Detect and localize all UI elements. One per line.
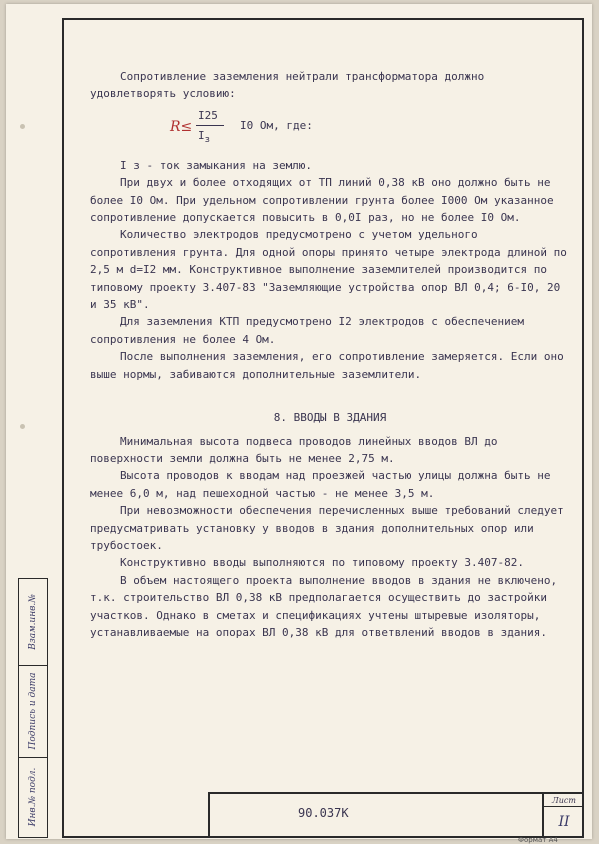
punch-hole: [20, 424, 25, 429]
paragraph: Количество электродов предусмотрено с учетом удельного сопротивления грунта. Для одной опоры принято четыре электрода длиной по 2,5 м d=I2 мм. Конструктивное выполнение заземлителей производится по типовому проекту 3.407-83 "Заземляющие устройства опор ВЛ 0,4; 6-I0, 20 и 35 кВ".: [90, 228, 567, 312]
paragraph: После выполнения заземления, его сопротивление замеряется. Если оно выше нормы, забиваются дополнительные заземлители.: [90, 350, 564, 381]
paragraph: При двух и более отходящих от ТП линий 0,38 кВ оно должно быть не более I0 Ом. При удельном сопротивлении грунта более I000 Ом указанное сопротивление допускается повысить в 0,0I раз, но не более I0 Ом.: [90, 176, 554, 225]
section-heading: 8. ВВОДЫ В ЗДАНИЯ: [273, 411, 387, 425]
paragraph: Для заземления КТП предусмотрено I2 электродов с обеспечением сопротивления не более 4 Ом.: [90, 315, 524, 346]
side-label-signature: Подпись и дата: [28, 672, 38, 750]
grounding-formula: [90, 107, 570, 151]
paragraph: При невозможности обеспечения перечисленных выше требований следует предусматривать установку у вводов в здания дополнительных опор или трубостоек.: [90, 504, 564, 552]
side-label-replacement: Взам.инв.№: [28, 594, 38, 650]
document-sheet: [6, 4, 592, 844]
document-code: 90.037К: [298, 806, 349, 820]
paragraph: Конструктивно вводы выполняются по типовому проекту 3.407-82.: [120, 556, 524, 570]
side-cell-replacement: [19, 579, 47, 666]
paragraph: Минимальная высота подвеса проводов линейных вводов ВЛ до поверхности земли должна быть не менее 2,75 м.: [90, 434, 498, 465]
paragraph: В объем настоящего проекта выполнение вводов в здания не включено, т.к. строительство ВЛ 0,38 кВ предполагается осуществить до застройки участков. Однако в сметах и спецификациях учтены штыревые изоляторы, устанавливаемые на опорах ВЛ 0,38 кВ для ответвлений вводов в здания.: [90, 573, 558, 639]
side-stamp-strip: [18, 578, 48, 838]
formula-denominator: $I_з$: [198, 128, 211, 145]
sheet-label: Лист: [544, 796, 584, 807]
side-label-inventory: Инв.№ подл.: [28, 767, 38, 827]
title-block: [208, 792, 584, 838]
document-body: [90, 68, 570, 641]
side-cell-inventory: [19, 757, 47, 837]
paragraph: I з - ток замыкания на землю.: [120, 158, 313, 172]
formula-rest: I0 Ом, где:: [240, 118, 313, 132]
side-cell-signature: [19, 665, 47, 758]
sheet-number-box: [542, 794, 584, 838]
punch-hole: [20, 124, 25, 129]
formula-lhs: R≤: [170, 118, 193, 135]
fraction-bar: [196, 125, 224, 126]
sheet-number: II: [558, 814, 570, 830]
paragraph: Высота проводов к вводам над проезжей частью улицы должна быть не менее 6,0 м, над пешеходной частью - не менее 3,5 м.: [90, 469, 551, 500]
format-note: Формат А4: [518, 836, 558, 844]
formula-numerator: I25: [198, 108, 218, 122]
paragraph: Сопротивление заземления нейтрали трансформатора должно удовлетворять условию:: [90, 70, 485, 101]
